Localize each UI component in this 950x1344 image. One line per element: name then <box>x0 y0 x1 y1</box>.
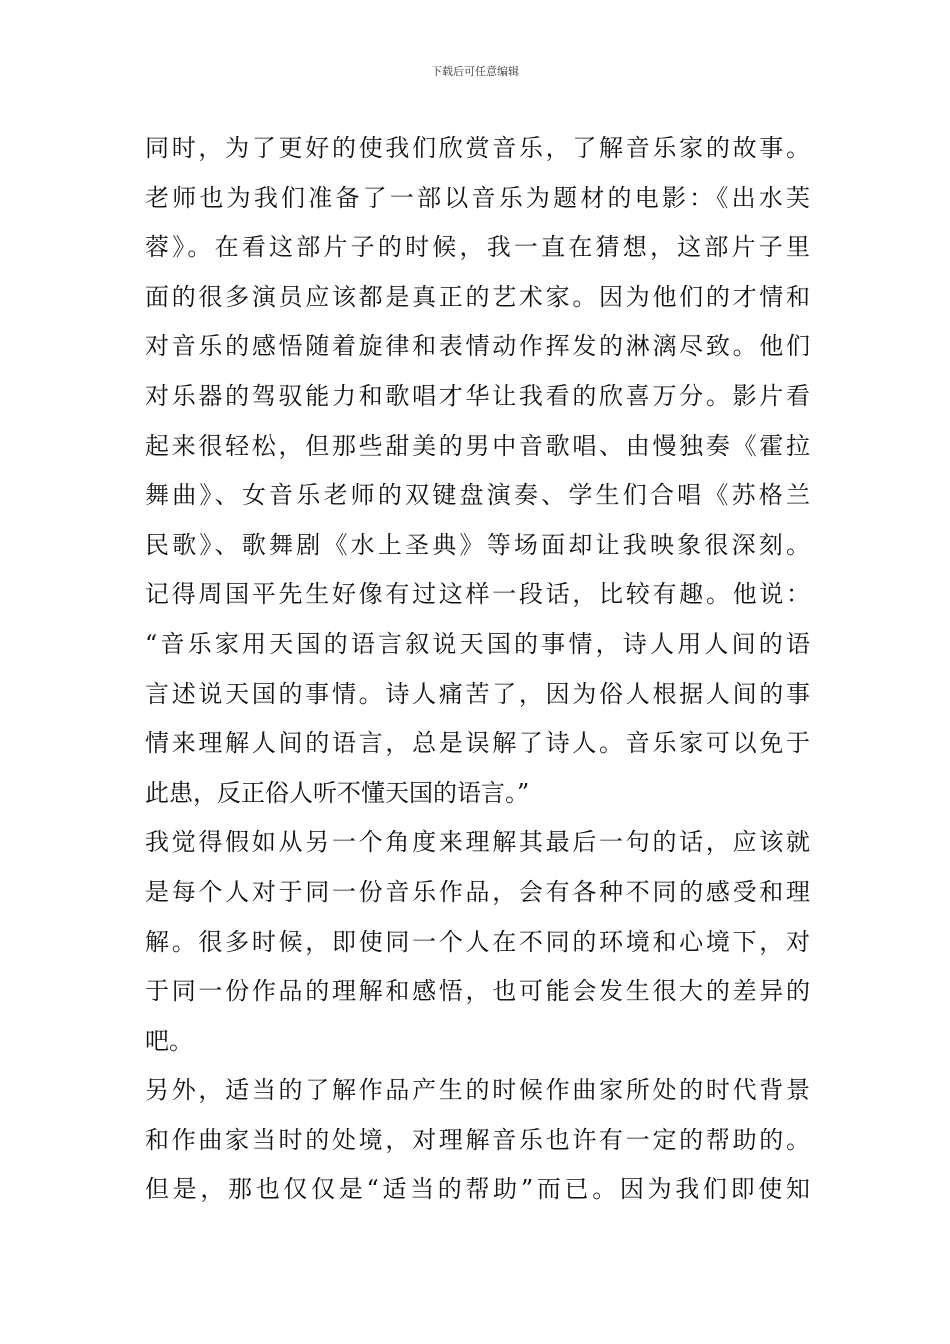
text-line: 老师也为我们准备了一部以音乐为题材的电影：《出水芙 <box>145 183 810 212</box>
text-line: 情来理解人间的语言，总是误解了诗人。音乐家可以免于 <box>145 729 810 758</box>
page-header: 下载后可任意编辑 <box>431 65 519 78</box>
text-line: 言述说天国的事情。诗人痛苦了，因为俗人根据人间的事 <box>145 679 810 708</box>
text-line: 民歌》、歌舞剧《水上圣典》等场面却让我映象很深刻。 <box>145 530 810 559</box>
text-line: 记得周国平先生好像有过这样一段话，比较有趣。他说： <box>145 580 810 609</box>
text-line: 对音乐的感悟随着旋律和表情动作挥发的淋漓尽致。他们 <box>145 332 810 361</box>
text-line: 舞曲》、女音乐老师的双键盘演奏、学生们合唱《苏格兰 <box>145 481 810 510</box>
text-line: 于同一份作品的理解和感悟，也可能会发生很大的差异的 <box>145 977 810 1006</box>
text-line: 我觉得假如从另一个角度来理解其最后一句的话，应该就 <box>145 828 810 857</box>
text-line: 是每个人对于同一份音乐作品，会有各种不同的感受和理 <box>145 877 810 906</box>
text-line: 同时，为了更好的使我们欣赏音乐，了解音乐家的故事。 <box>145 134 810 162</box>
text-line: 但是，那也仅仅是“适当的帮助”而已。因为我们即使知 <box>145 1175 810 1204</box>
text-line: 蓉》。在看这部片子的时候，我一直在猜想，这部片子里 <box>145 233 810 262</box>
body-text <box>145 124 810 1215</box>
text-line: 解。很多时候，即使同一个人在不同的环境和心境下，对 <box>145 927 810 956</box>
text-line: 和作曲家当时的处境，对理解音乐也许有一定的帮助的。 <box>145 1125 810 1154</box>
text-line: 另外，适当的了解作品产生的时候作曲家所处的时代背景 <box>145 1076 810 1105</box>
text-line: “音乐家用天国的语言叙说天国的事情，诗人用人间的语 <box>145 629 810 658</box>
text-line: 此患，反正俗人听不懂天国的语言。” <box>145 778 530 807</box>
text-line: 面的很多演员应该都是真正的艺术家。因为他们的才情和 <box>145 282 810 311</box>
text-line: 对乐器的驾驭能力和歌唱才华让我看的欣喜万分。影片看 <box>145 381 810 410</box>
text-line: 吧。 <box>145 1026 193 1055</box>
text-line: 起来很轻松，但那些甜美的男中音歌唱、由慢独奏《霍拉 <box>145 431 810 460</box>
